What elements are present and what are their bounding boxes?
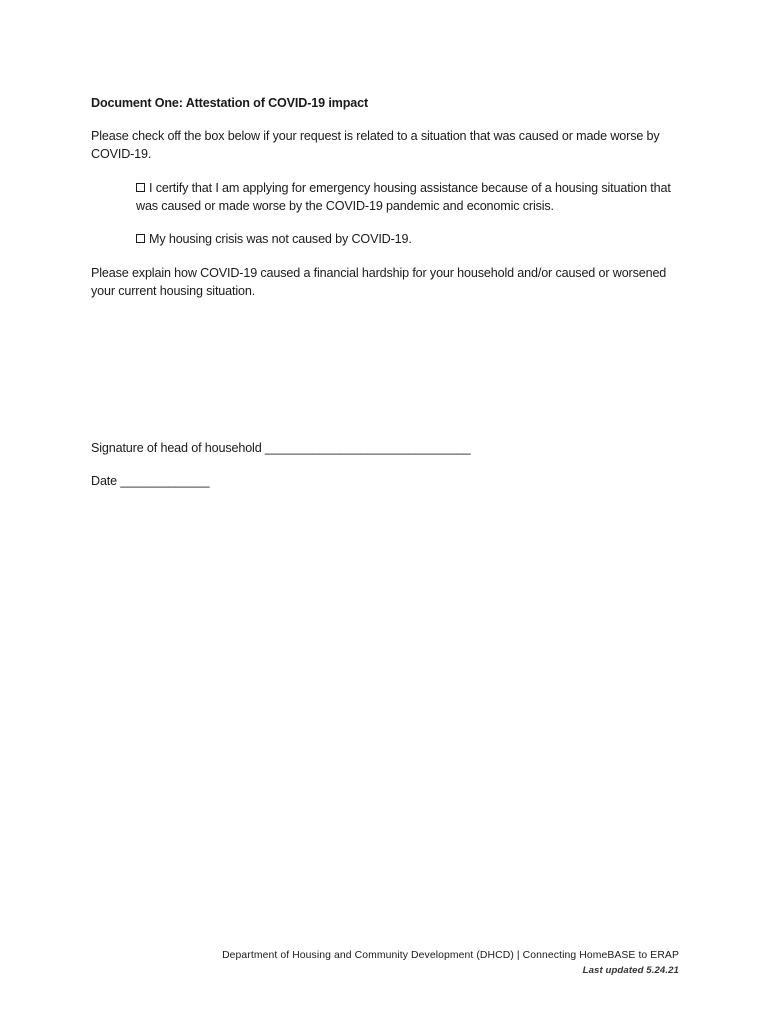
document-body xyxy=(91,94,681,490)
option-not-covid[interactable] xyxy=(91,230,681,248)
explain-prompt: Please explain how COVID-19 caused a financial hardship for your household and/or caused or worsened your current housing situation. xyxy=(91,266,667,298)
checkbox-not-covid[interactable] xyxy=(136,234,145,243)
option-covid-caused[interactable] xyxy=(91,179,681,215)
document-title: Document One: Attestation of COVID-19 impact xyxy=(91,96,369,110)
explanation-area[interactable] xyxy=(91,300,681,439)
page-footer xyxy=(222,948,679,978)
instruction-text: Please check off the box below if your request is related to a situation that was caused or made worse by COVID-19. xyxy=(91,129,660,161)
footer-department: Department of Housing and Community Development (DHCD) | Connecting HomeBASE to ERAP xyxy=(222,950,679,961)
signature-line: Signature of head of household ______________________________ xyxy=(91,441,471,455)
date-line: Date _____________ xyxy=(91,474,210,488)
option-covid-caused-label: I certify that I am applying for emergency housing assistance because of a housing situation that was caused or made worse by the COVID-19 pandemic and economic crisis. xyxy=(136,181,671,213)
checkbox-covid-caused[interactable] xyxy=(136,183,145,192)
option-not-covid-label: My housing crisis was not caused by COVID-19. xyxy=(149,232,412,246)
footer-last-updated: Last updated 5.24.21 xyxy=(582,965,679,976)
